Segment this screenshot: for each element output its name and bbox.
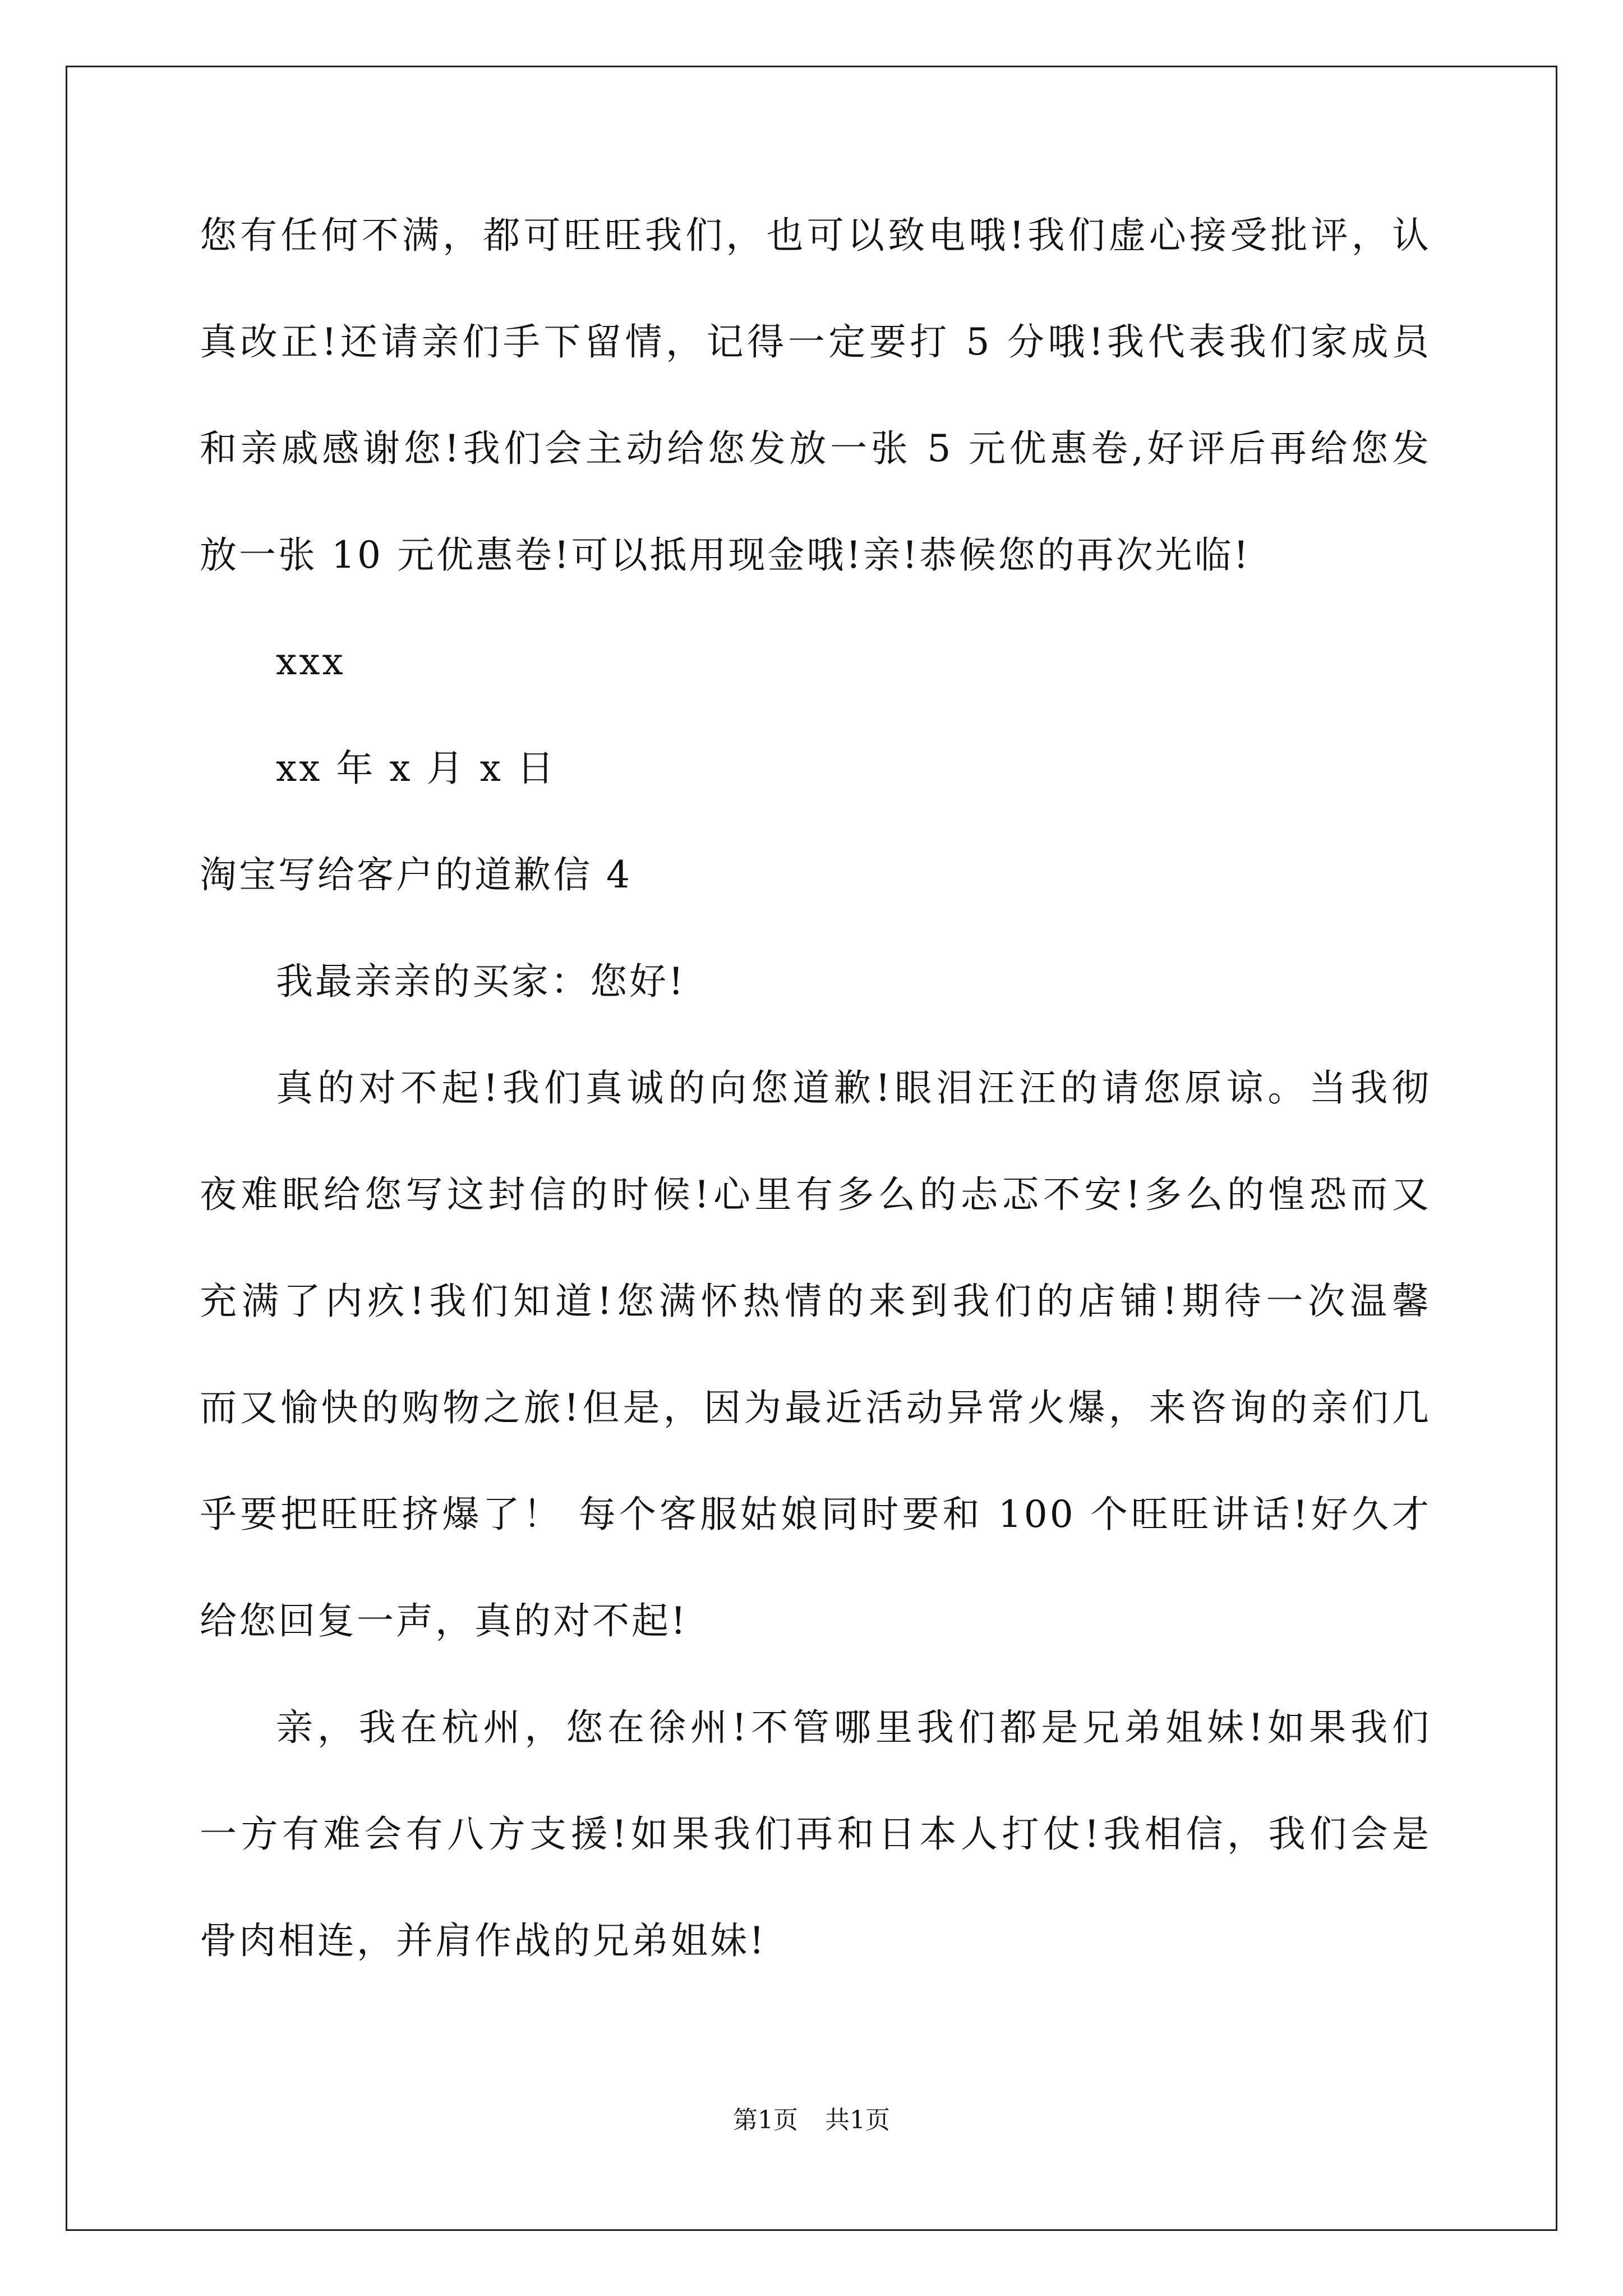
- paragraph-line: 真改正!还请亲们手下留情，记得一定要打 5 分哦!我代表我们家成员: [200, 320, 1431, 364]
- paragraph-line: 真的对不起!我们真诚的向您道歉!眼泪汪汪的请您原谅。当我彻: [276, 1066, 1431, 1110]
- document-body: [200, 209, 1431, 2021]
- paragraph-line: 乎要把旺旺挤爆了！ 每个客服姑娘同时要和 100 个旺旺讲话!好久才: [200, 1493, 1431, 1536]
- paragraph-line: 骨肉相连，并肩作战的兄弟姐妹!: [200, 1919, 767, 1962]
- paragraph-line: 一方有难会有八方支援!如果我们再和日本人打仗!我相信，我们会是: [200, 1812, 1431, 1856]
- paragraph-line: 而又愉快的购物之旅!但是，因为最近活动异常火爆，来咨询的亲们几: [200, 1386, 1431, 1429]
- page-footer: [0, 2104, 1623, 2137]
- salutation: 我最亲亲的买家：您好!: [276, 960, 686, 1003]
- paragraph-line: 您有任何不满，都可旺旺我们，也可以致电哦!我们虚心接受批评，认: [200, 214, 1431, 257]
- section-heading: 淘宝写给客户的道歉信 4: [200, 853, 632, 896]
- paragraph-line: 亲，我在杭州，您在徐州!不管哪里我们都是兄弟姐妹!如果我们: [276, 1706, 1431, 1749]
- paragraph-line: 夜难眠给您写这封信的时候!心里有多么的忐忑不安!多么的惶恐而又: [200, 1173, 1431, 1216]
- page-total: 共1页: [825, 2106, 890, 2134]
- signature-date: xx 年 x 月 x 日: [276, 747, 556, 790]
- signature-name: xxx: [276, 640, 345, 683]
- paragraph-line: 充满了内疚!我们知道!您满怀热情的来到我们的店铺!期待一次温馨: [200, 1280, 1431, 1323]
- page-number: 第1页: [733, 2106, 798, 2134]
- paragraph-line: 给您回复一声，真的对不起!: [200, 1599, 688, 1642]
- paragraph-line: 和亲戚感谢您!我们会主动给您发放一张 5 元优惠卷,好评后再给您发: [200, 427, 1431, 470]
- paragraph-line: 放一张 10 元优惠卷!可以抵用现金哦!亲!恭候您的再次光临!: [200, 533, 1251, 577]
